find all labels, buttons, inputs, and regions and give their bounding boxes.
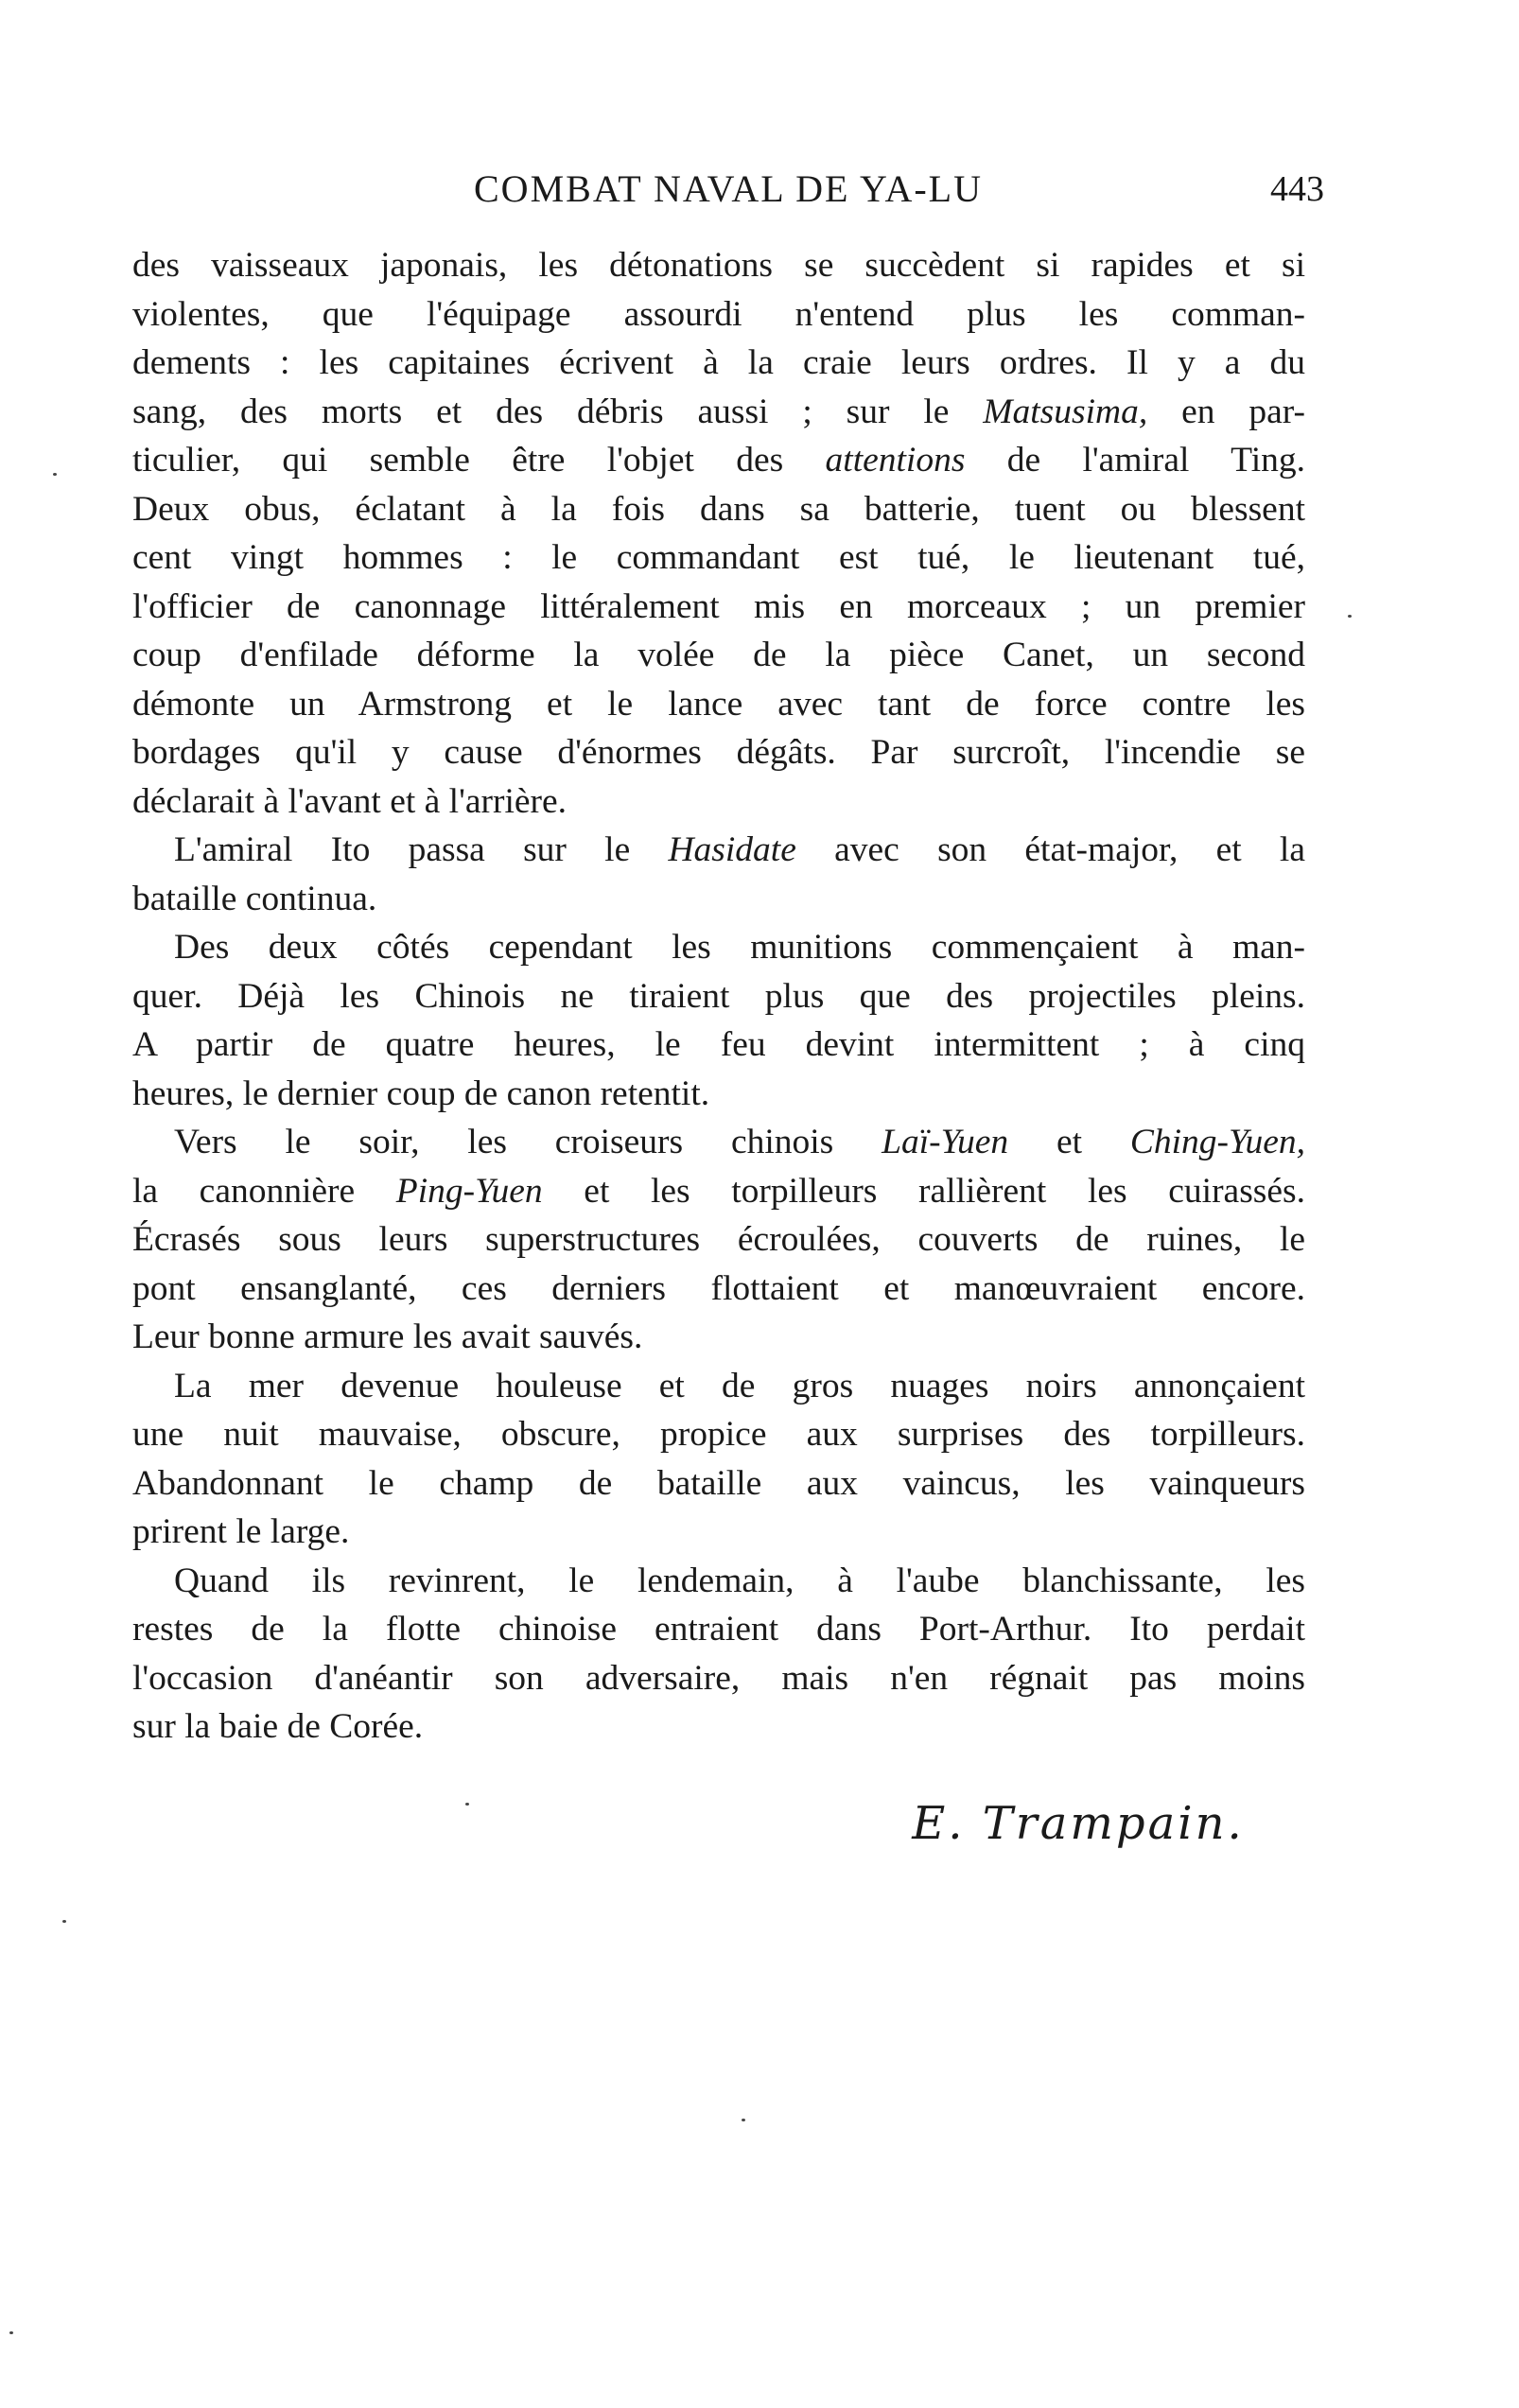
text-line: bataille continua. (132, 879, 377, 918)
text-line: sang, des morts et des débris aussi ; sur le Matsusima, en par- (132, 392, 1305, 431)
italic-term: attentions (825, 441, 966, 480)
italic-term: Ching-Yuen, (1129, 1123, 1305, 1161)
text-line: la canonnière Ping-Yuen et les torpilleurs rallièrent les cuirassés. (132, 1171, 1305, 1211)
text-line: l'officier de canonnage littéralement mis en morceaux ; un premier (132, 586, 1305, 626)
text-line: Deux obus, éclatant à la fois dans sa batterie, tuent ou blessent (132, 489, 1305, 529)
text-line: une nuit mauvaise, obscure, propice aux surprises des torpilleurs. (132, 1415, 1305, 1454)
text-line: heures, le dernier coup de canon retentit. (132, 1073, 710, 1113)
paper-speck (62, 1920, 66, 1923)
text-line: bordages qu'il y cause d'énormes dégâts. Par surcroît, l'incendie se (132, 733, 1305, 772)
text-line: violentes, que l'équipage assourdi n'entend plus les comman- (132, 294, 1305, 334)
text-line: Quand ils revinrent, le lendemain, à l'aube blanchissante, les (174, 1561, 1305, 1600)
paper-speck (742, 2119, 745, 2121)
text-line: pont ensanglanté, ces derniers flottaient et manœuvraient encore. (132, 1268, 1305, 1308)
text-line: Leur bonne armure les avait sauvés. (132, 1317, 643, 1356)
text-line: Écrasés sous leurs superstructures écroulées, couverts de ruines, le (132, 1220, 1305, 1259)
text-line: démonte un Armstrong et le lance avec tant de force contre les (132, 684, 1305, 724)
text-line: prirent le large. (132, 1512, 350, 1551)
text-line: L'amiral Ito passa sur le Hasidate avec son état-major, et la (174, 830, 1305, 869)
text-line: sur la baie de Corée. (132, 1707, 424, 1746)
body-text (132, 241, 1305, 1752)
italic-term: Ping-Yuen (395, 1171, 543, 1211)
text-line: des vaisseaux japonais, les détonations se succèdent si rapides et si (132, 246, 1305, 285)
paper-speck (53, 473, 57, 476)
text-line: A partir de quatre heures, le feu devint intermittent ; à cinq (132, 1025, 1305, 1064)
running-title: COMBAT NAVAL DE YA-LU (474, 167, 983, 210)
paper-speck (9, 2331, 13, 2334)
italic-term: Matsusima, (983, 392, 1148, 431)
page-number: 443 (1270, 169, 1324, 209)
italic-term: Laï-Yuen (882, 1123, 1009, 1161)
running-head (132, 159, 1324, 216)
text-line: l'occasion d'anéantir son adversaire, mais n'en régnait pas moins (132, 1658, 1305, 1698)
text-line: cent vingt hommes : le commandant est tué, le lieutenant tué, (132, 538, 1305, 577)
text-line: déclarait à l'avant et à l'arrière. (132, 781, 567, 821)
author-signature: E. Trampain. (912, 1797, 1245, 1850)
text-line: La mer devenue houleuse et de gros nuages noirs annonçaient (174, 1366, 1305, 1405)
text-line: restes de la flotte chinoise entraient dans Port-Arthur. Ito perdait (132, 1610, 1305, 1649)
text-line: Des deux côtés cependant les munitions commençaient à man- (174, 928, 1305, 967)
paper-speck (1348, 615, 1352, 618)
paper-speck (465, 1803, 469, 1806)
text-line: coup d'enfilade déforme la volée de la pièce Canet, un second (132, 636, 1305, 674)
text-line: ticulier, qui semble être l'objet des attentions de l'amiral Ting. (132, 441, 1305, 480)
text-line: quer. Déjà les Chinois ne tiraient plus que des projectiles pleins. (132, 976, 1305, 1016)
text-line: Vers le soir, les croiseurs chinois Laï-Yuen et Ching-Yuen, (174, 1123, 1305, 1161)
italic-term: Hasidate (668, 830, 796, 869)
text-line: Abandonnant le champ de bataille aux vaincus, les vainqueurs (132, 1463, 1305, 1503)
text-line: dements : les capitaines écrivent à la craie leurs ordres. Il y a du (132, 343, 1305, 382)
